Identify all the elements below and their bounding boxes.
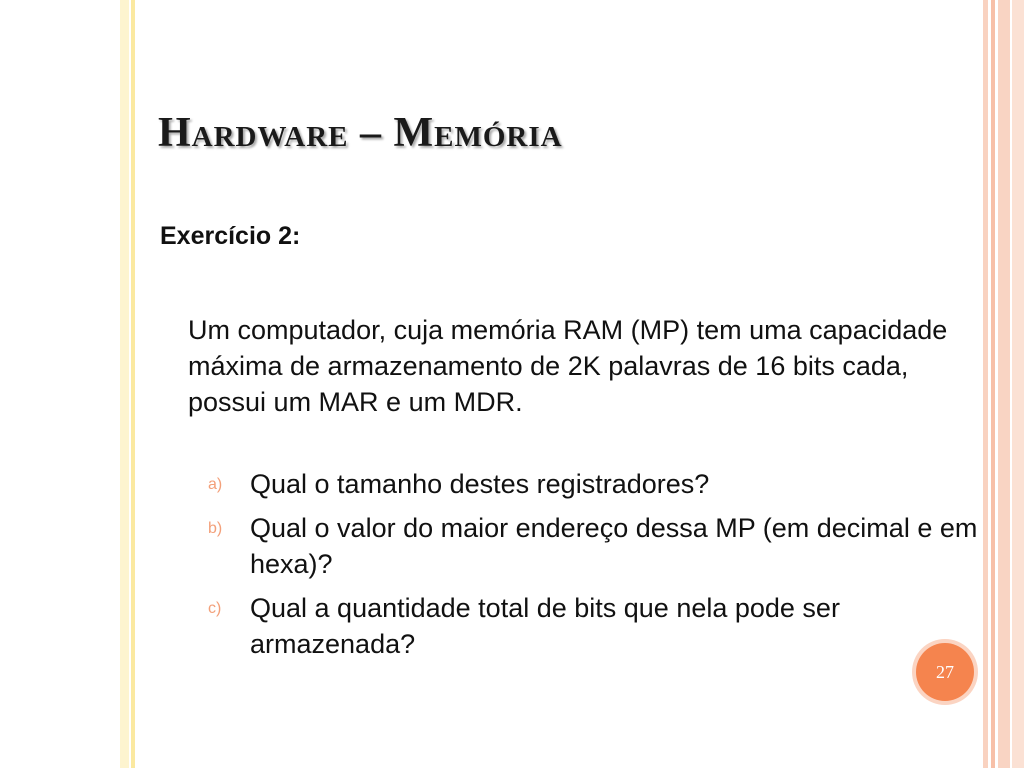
question-list (208, 466, 978, 670)
right-border-1 (983, 0, 988, 768)
question-text: Qual o tamanho destes registradores? (250, 469, 710, 499)
question-item-a (208, 466, 978, 502)
question-item-c (208, 590, 978, 662)
question-text: Qual a quantidade total de bits que nela pode ser armazenada? (250, 593, 840, 659)
exercise-statement: Um computador, cuja memória RAM (MP) tem uma capacidade máxima de armazenamento de 2K palavras de 16 bits cada, possui um MAR e um MDR. (188, 315, 948, 417)
page-number-badge (916, 643, 974, 701)
right-border-3 (998, 0, 1010, 768)
question-marker: c) (208, 600, 222, 617)
left-border-inner (131, 0, 135, 768)
question-marker: b) (208, 520, 223, 537)
slide-title: Hardware – Memória (158, 110, 563, 156)
question-marker: a) (208, 476, 223, 493)
right-border-2 (991, 0, 995, 768)
slide-title-container (158, 108, 563, 158)
exercise-heading: Exercício 2: (160, 222, 301, 250)
question-text: Qual o valor do maior endereço dessa MP (em decimal e em hexa)? (250, 513, 978, 579)
right-border-4 (1012, 0, 1024, 768)
left-border-outer (120, 0, 129, 768)
question-item-b (208, 510, 978, 582)
page-number: 27 (936, 661, 954, 682)
